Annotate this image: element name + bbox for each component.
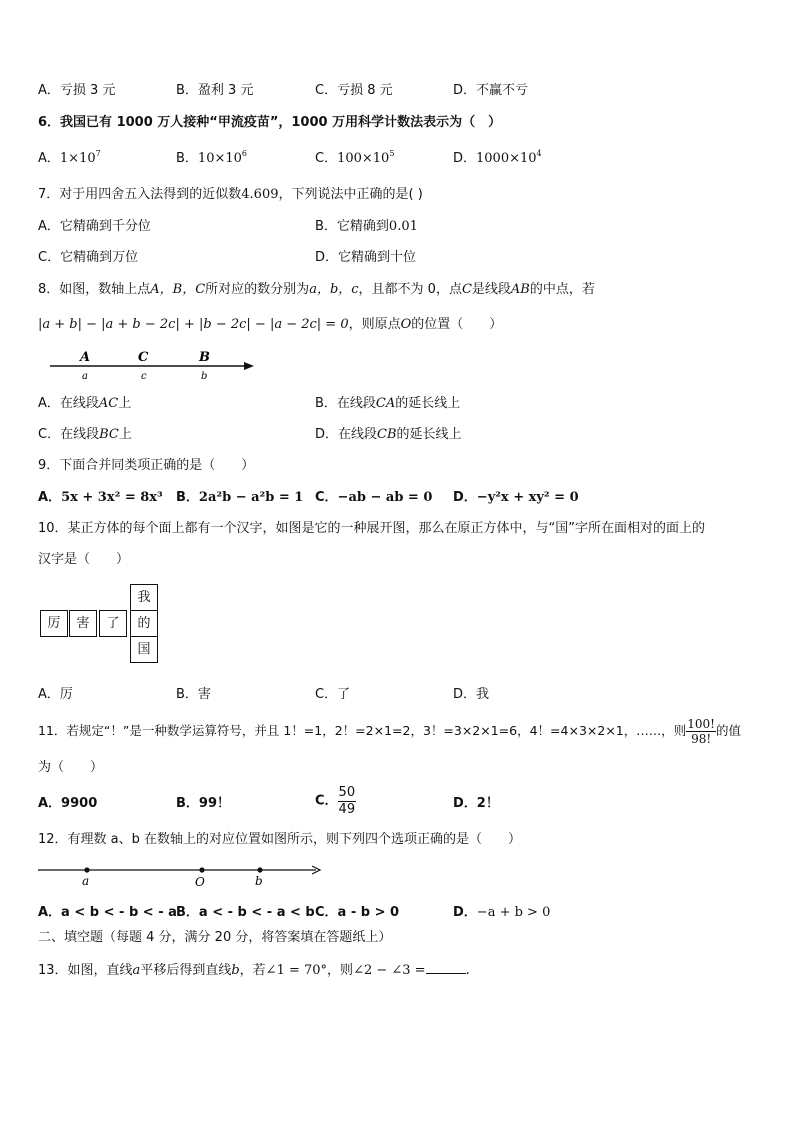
q10-stem-line1: 10．某正方体的每个面上都有一个汉字，如图是它的一种展开图，那么在原正方体中，与“国”字所在面相对的面上的: [38, 521, 706, 536]
q8-option-b: B．在线段CA的延长线上: [315, 396, 461, 411]
q12-fig-label-b: b: [255, 874, 263, 888]
q11-option-d: D．2！: [453, 796, 499, 811]
q11-stem-line2: 为（ ）: [38, 760, 104, 775]
q12-option-a: A．a < b < - b < - a: [38, 905, 177, 920]
q7-option-d: D．它精确到十位: [315, 250, 417, 265]
q6-option-d: D．$1000\times 10^4$: [453, 149, 542, 166]
q10-cell-guo: 国: [130, 636, 158, 663]
q9-option-d: D．−y²x + xy² = 0: [453, 490, 579, 505]
q12-fig-label-a: a: [82, 874, 90, 888]
q5-option-b: B．盈利 3 元: [176, 83, 254, 98]
q8-fig-label-c: c: [141, 371, 147, 382]
q8-stem: 8．如图，数轴上点A，B，C所对应的数分别为a，b，c，且都不为 0，点C是线段AB的中点，若: [38, 282, 595, 297]
q7-option-a: A．它精确到千分位: [38, 219, 151, 234]
q10-cell-le: 了: [99, 610, 127, 637]
q10-option-a: A．厉: [38, 687, 73, 702]
q13-answer-blank: [426, 961, 466, 974]
q9-stem: 9．下面合并同类项正确的是（ ）: [38, 458, 255, 473]
q9-option-c: C．−ab − ab = 0: [315, 490, 433, 505]
q10-option-d: D．我: [453, 687, 490, 702]
q10-cell-de: 的: [130, 610, 158, 637]
q8-option-c: C．在线段BC上: [38, 427, 132, 442]
q11-fraction: $\frac{100!}{98!}$: [687, 717, 715, 746]
q12-number-line-figure: [36, 860, 326, 890]
q6-option-a: A．$1\times 10^7$: [38, 149, 101, 166]
q12-stem: 12．有理数 a、b 在数轴上的对应位置如图所示，则下列四个选项正确的是（ ）: [38, 832, 522, 847]
section-2-heading: 二、填空题（每题 4 分，满分 20 分，将答案填在答题纸上）: [38, 930, 392, 945]
q10-cell-hai: 害: [69, 610, 97, 637]
q8-fig-label-C: C: [138, 350, 149, 365]
q11-option-a: A．9900: [38, 796, 98, 811]
q6-option-b: B．$10\times 10^6$: [176, 149, 247, 166]
q11-option-c: C． $\frac{50}{49}$: [315, 785, 356, 817]
q12-option-b: B．a < - b < - a < b: [176, 905, 315, 920]
q11-stem: 11．若规定“！”是一种数学运算符号，并且 1！=1，2！=2×1=2，3！=3×2×1=6，4！=4×3×2×1，……，则 $\frac{100!}{98!}$ 的值: [38, 717, 742, 746]
q5-option-d: D．不赢不亏: [453, 83, 529, 98]
q8-fig-label-B: B: [199, 350, 210, 365]
q8-fig-label-a: a: [82, 371, 88, 382]
q8-option-a: A．在线段AC上: [38, 396, 132, 411]
q7-option-c: C．它精确到万位: [38, 250, 139, 265]
q7-stem: 7．对于用四舍五入法得到的近似数4.609，下列说法中正确的是( ): [38, 187, 423, 202]
q6-stem: 6．我国已有 1000 万人接种“甲流疫苗”，1000 万用科学计数法表示为（ ）: [38, 115, 502, 130]
q8-fig-label-b: b: [201, 371, 208, 382]
q8-number-line-figure: [46, 346, 260, 382]
q11-option-b: B．99！: [176, 796, 230, 811]
q12-option-d: D．−a + b > 0: [453, 905, 551, 920]
q9-option-b: B．2a²b − a²b = 1: [176, 490, 304, 505]
q5-option-c: C．亏损 8 元: [315, 83, 393, 98]
q8-equation-line: |a + b| − |a + b − 2c| + |b − 2c| − |a − 2c| = 0，则原点O的位置（ ）: [38, 317, 503, 332]
q12-fig-label-o: O: [195, 875, 205, 889]
q12-option-c: C．a - b > 0: [315, 905, 400, 920]
q6-option-c: C．$100\times 10^5$: [315, 149, 395, 166]
q8-option-d: D．在线段CB的延长线上: [315, 427, 462, 442]
q10-cell-li: 厉: [40, 610, 68, 637]
q10-option-c: C．了: [315, 687, 351, 702]
q10-stem-line2: 汉字是（ ）: [38, 552, 130, 567]
q10-option-b: B．害: [176, 687, 211, 702]
q10-cell-wo: 我: [130, 584, 158, 611]
q13-stem: 13．如图，直线a平移后得到直线b，若∠1 = 70°，则∠2 − ∠3 = .: [38, 963, 470, 978]
q5-option-a: A．亏损 3 元: [38, 83, 116, 98]
q9-option-a: A．5x + 3x² = 8x³: [38, 490, 163, 505]
q7-option-b: B．它精确到0.01: [315, 219, 418, 234]
q8-fig-label-A: A: [80, 350, 91, 365]
